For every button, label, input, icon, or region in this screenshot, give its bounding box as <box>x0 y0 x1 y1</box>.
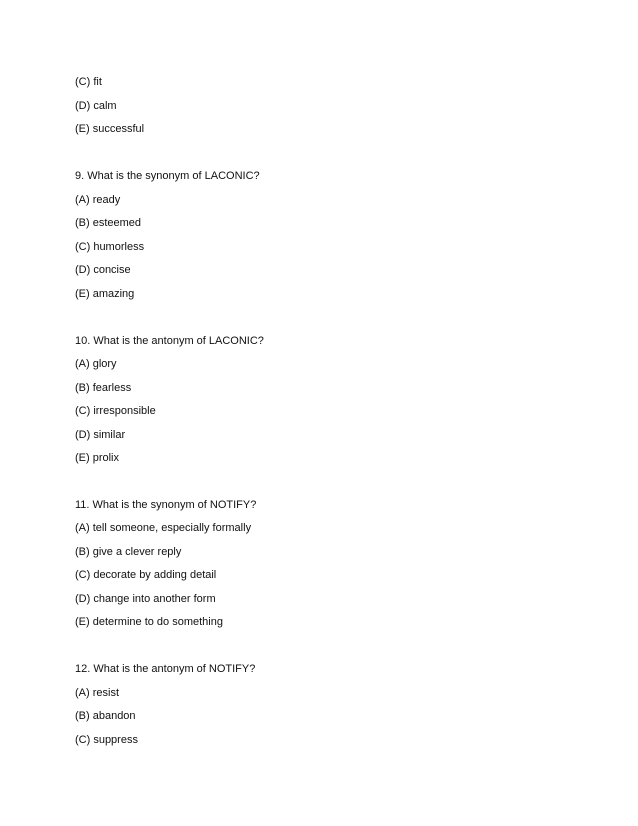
question-9: 9. What is the synonym of LACONIC? <box>75 170 260 182</box>
question-12: 12. What is the antonym of NOTIFY? <box>75 663 256 675</box>
q10-option-b: (B) fearless <box>75 382 132 394</box>
option-c-fit: (C) fit <box>75 76 102 88</box>
question-11: 11. What is the synonym of NOTIFY? <box>75 499 257 511</box>
q10-option-c: (C) irresponsible <box>75 405 156 417</box>
option-d-calm: (D) calm <box>75 100 117 112</box>
q12-option-b: (B) abandon <box>75 710 136 722</box>
option-e-successful: (E) successful <box>75 123 145 135</box>
q12-option-c: (C) suppress <box>75 734 138 746</box>
q9-option-b: (B) esteemed <box>75 217 142 229</box>
q11-option-a: (A) tell someone, especially formally <box>75 522 252 534</box>
question-10: 10. What is the antonym of LACONIC? <box>75 335 264 347</box>
q10-option-a: (A) glory <box>75 358 117 370</box>
q10-option-d: (D) similar <box>75 429 126 441</box>
q9-option-e: (E) amazing <box>75 288 135 300</box>
q9-option-d: (D) concise <box>75 264 131 276</box>
q11-option-c: (C) decorate by adding detail <box>75 569 217 581</box>
q9-option-a: (A) ready <box>75 194 121 206</box>
q11-option-d: (D) change into another form <box>75 593 216 605</box>
q11-option-b: (B) give a clever reply <box>75 546 182 558</box>
q11-option-e: (E) determine to do something <box>75 616 223 628</box>
q9-option-c: (C) humorless <box>75 241 145 253</box>
q10-option-e: (E) prolix <box>75 452 120 464</box>
q12-option-a: (A) resist <box>75 687 119 699</box>
